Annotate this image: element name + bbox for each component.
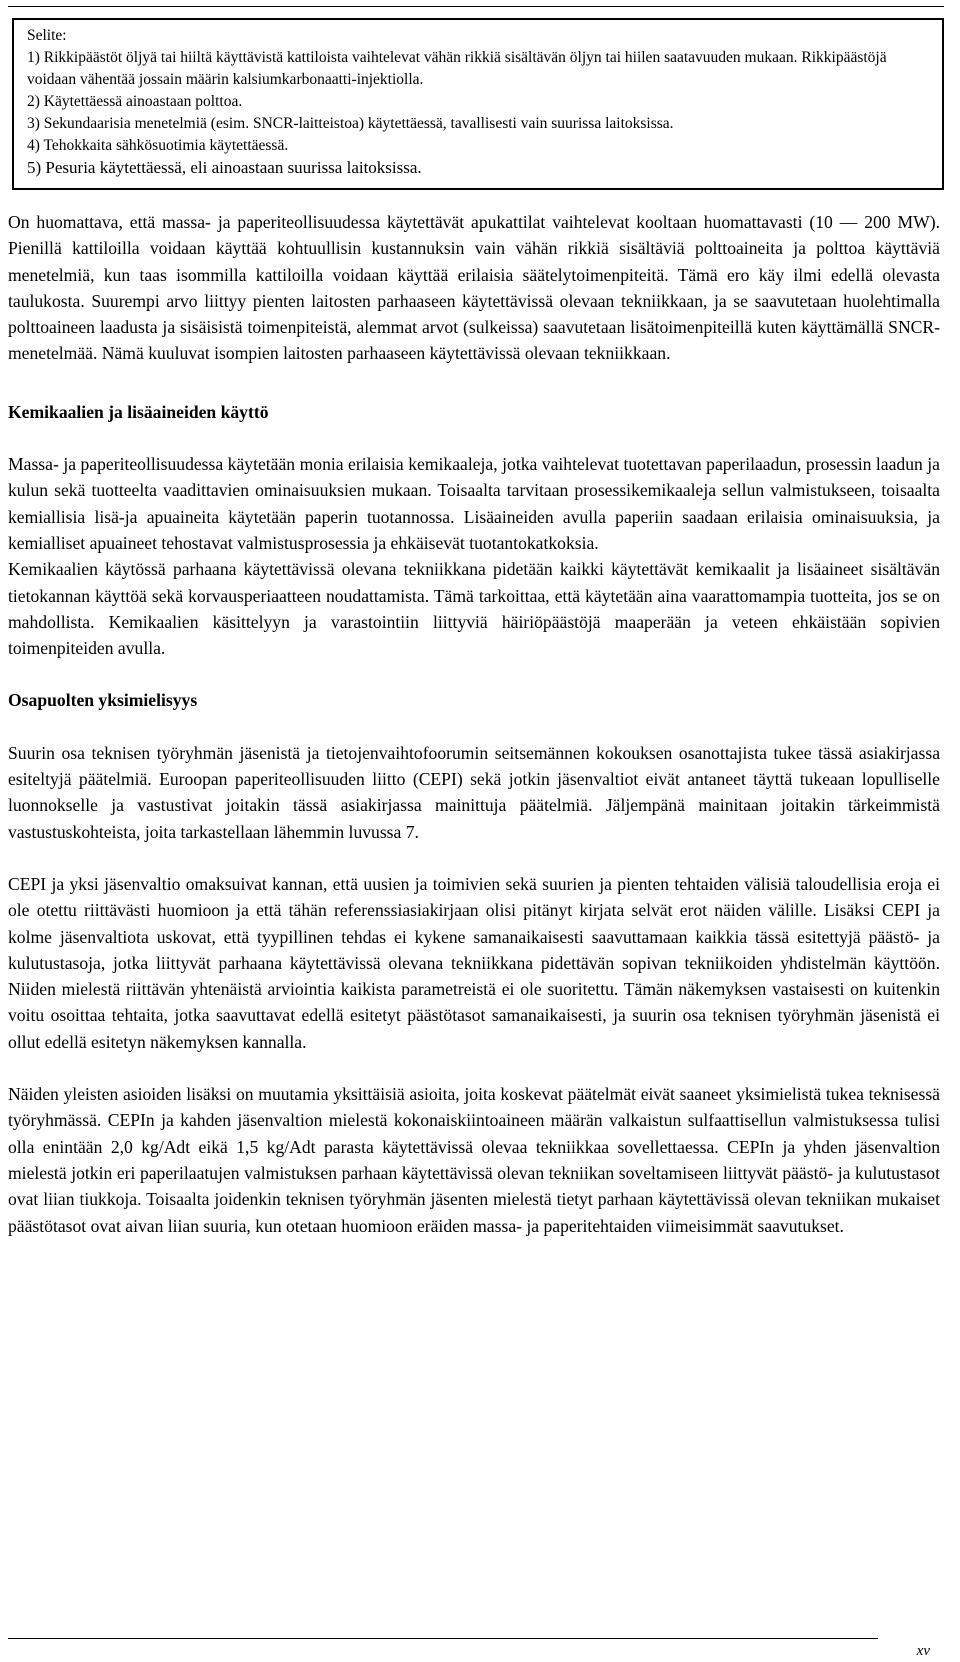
page-number: xv [916,1643,930,1659]
intro-paragraph: On huomattava, että massa- ja paperiteollisuudessa käytettävät apukattilat vaihtelevat kooltaan huomattavasti (10 — 200 MW). Pienillä kattiloilla voidaan käyttää kohtuullisin kustannuksin vain vähän rikkiä sisältäviä polttoaineita ja polttoa käyttäviä menetelmiä, kun taas isommilla kattiloilla voidaan käyttää erilaisia säätelytoimenpiteitä. Tämä ero käy ilmi edellä olevasta taulukosta. Suurempi arvo liittyy pienten laitosten parhaaseen käytettävissä olevaan tekniikkaan, ja se saavutetaan huolehtimalla polttoaineen laadusta ja sisäisistä toimenpiteistä, alemmat arvot (sulkeissa) saavutetaan lisätoimenpiteillä kuten käyttämällä SNCR-menetelmää. Nämä kuuluvat isompien laitosten parhaaseen käytettävissä olevaan tekniikkaan. [8,212,940,364]
spacer [8,845,940,871]
note-item-2: 2) Käytettäessä ainoastaan polttoa. [27,93,243,110]
document-page [8,0,948,1662]
main-content [8,209,940,1239]
section-heading-consensus: Osapuolten yksimielisyys [8,690,198,711]
footer-rule [8,1638,878,1639]
spacer [8,1055,940,1081]
note-item-4: 4) Tehokkaita sähkösuotimia käytettäessä. [27,137,289,154]
spacer [8,425,940,451]
top-rule [8,6,944,7]
note-item-3: 3) Sekundaarisia menetelmiä (esim. SNCR-laitteistoa) käytettäessä, tavallisesti vain suurissa laitoksissa. [27,115,674,132]
spacer [8,661,940,687]
section-heading-chemicals: Kemikaalien ja lisäaineiden käyttö [8,401,269,422]
spacer [8,367,940,399]
chemicals-paragraph-1: Massa- ja paperiteollisuudessa käytetään monia erilaisia kemikaaleja, jotka vaihtelevat tuotettavan paperilaadun, prosessin laadun ja kulun sekä tuotteelta vaadittavien ominaisuuksien mukaan. Toisaalta tarvitaan prosessikemikaaleja sellun valmistukseen, toisaalta kemiallisia lisä-ja apuaineita käytetään paperin tuotannossa. Lisäaineiden avulla paperiin saadaan erilaisia ominaisuuksia, ja kemialliset apuaineet tehostavat valmistusprosessia ja ehkäisevät tuotantokatkoksia. [8,454,940,553]
note-item-1: 1) Rikkipäästöt öljyä tai hiiltä käyttävistä kattiloista vaihtelevat vähän rikkiä sisältävän öljyn tai hiilen saatavuuden mukaan. Rikkipäästöjä voidaan vähentää jossain määrin kalsiumkarbonaatti-injektiolla. [27,49,887,88]
consensus-paragraph-3: Näiden yleisten asioiden lisäksi on muutamia yksittäisiä asioita, joita koskevat päätelmät eivät saaneet yksimielistä tukea teknisessä työryhmässä. CEPIn ja kahden jäsenvaltion mielestä kokonaiskiintoaineen määrän valkaistun sulfaattisellun valmistuksessa tulisi olla enintään 2,0 kg/Adt eikä 1,5 kg/Adt parasta käytettävissä olevaa tekniikkaa sovellettaessa. CEPIn ja yhden jäsenvaltion mielestä jotkin eri paperilaatujen valmistuksen parhaan käytettävissä olevan tekniikan soveltamiseen liittyvät päästö- ja kulutustasot ovat liian tiukkoja. Toisaalta joidenkin teknisen työryhmän jäsenten mielestä tietyt parhaan käytettävissä olevan tekniikan mukaiset päästötasot ovat aivan liian suuria, kun otetaan huomioon eräiden massa- ja paperitehtaiden viimeisimmät saavutukset. [8,1084,940,1236]
chemicals-paragraph-2: Kemikaalien käytössä parhaana käytettävissä olevana tekniikkana pidetään kaikki käytettävät kemikaalit ja lisäaineet sisältävän tietokannan käyttöä sekä korvausperiaatteen noudattamista. Tämä tarkoittaa, että käytetään aina vaarattomampia tuotteita, jos se on mahdollista. Kemikaalien käsittelyyn ja varastointiin liittyviä häiriöpäästöjä maaperään ja veteen ehkäistään sopivien toimenpiteiden avulla. [8,559,940,659]
note-item-5: 5) Pesuria käytettäessä, eli ainoastaan suurissa laitoksissa. [27,158,422,177]
notes-title: Selite: [27,27,67,44]
consensus-paragraph-1: Suurin osa teknisen työryhmän jäsenistä ja tietojenvaihtofoorumin seitsemännen kokouksen osanottajista tukee tässä asiakirjassa esiteltyjä päätelmiä. Euroopan paperiteollisuuden liitto (CEPI) sekä jotkin jäsenvaltiot eivät antaneet täyttä tukeaan lopulliselle luonnokselle ja vastustivat joitakin tässä asiakirjassa mainittuja päätelmiä. Jäljempänä mainitaan joitakin tärkeimmistä vastustuskohteista, joita tarkastellaan lähemmin luvussa 7. [8,742,940,842]
consensus-paragraph-2: CEPI ja yksi jäsenvaltio omaksuivat kannan, että uusien ja toimivien sekä suurien ja pienten tehtaiden välisiä taloudellisia eroja ei ole otettu riittävästi huomioon ja että tähän referenssiasiakirjaan olisi pitänyt kirjata selvät erot näiden välille. Lisäksi CEPI ja kolme jäsenvaltiota uskovat, että tyypillinen tehdas ei kykene samanaikaisesti saavuttamaan kaikkia tässä esitettyjä päästö- ja kulutustasoja, jotka liittyvät parhaana käytettävissä olevana tekniikkana pidettävän sopivan tekniikoiden yhdistelmän käyttöön. Niiden mielestä riittävän yhtenäistä arviointia kaikista parametreistä ei ole suoritettu. Tämän näkemyksen vastaisesti on kuitenkin voitu osoittaa tehtaita, jotka saavuttavat edellä esitetyt päästötasot samanaikaisesti, ja suurin osa teknisen työryhmän jäsenistä ei ollut edellä esitetyn näkemyksen kannalla. [8,873,940,1052]
spacer [8,714,940,740]
notes-box [12,18,944,190]
